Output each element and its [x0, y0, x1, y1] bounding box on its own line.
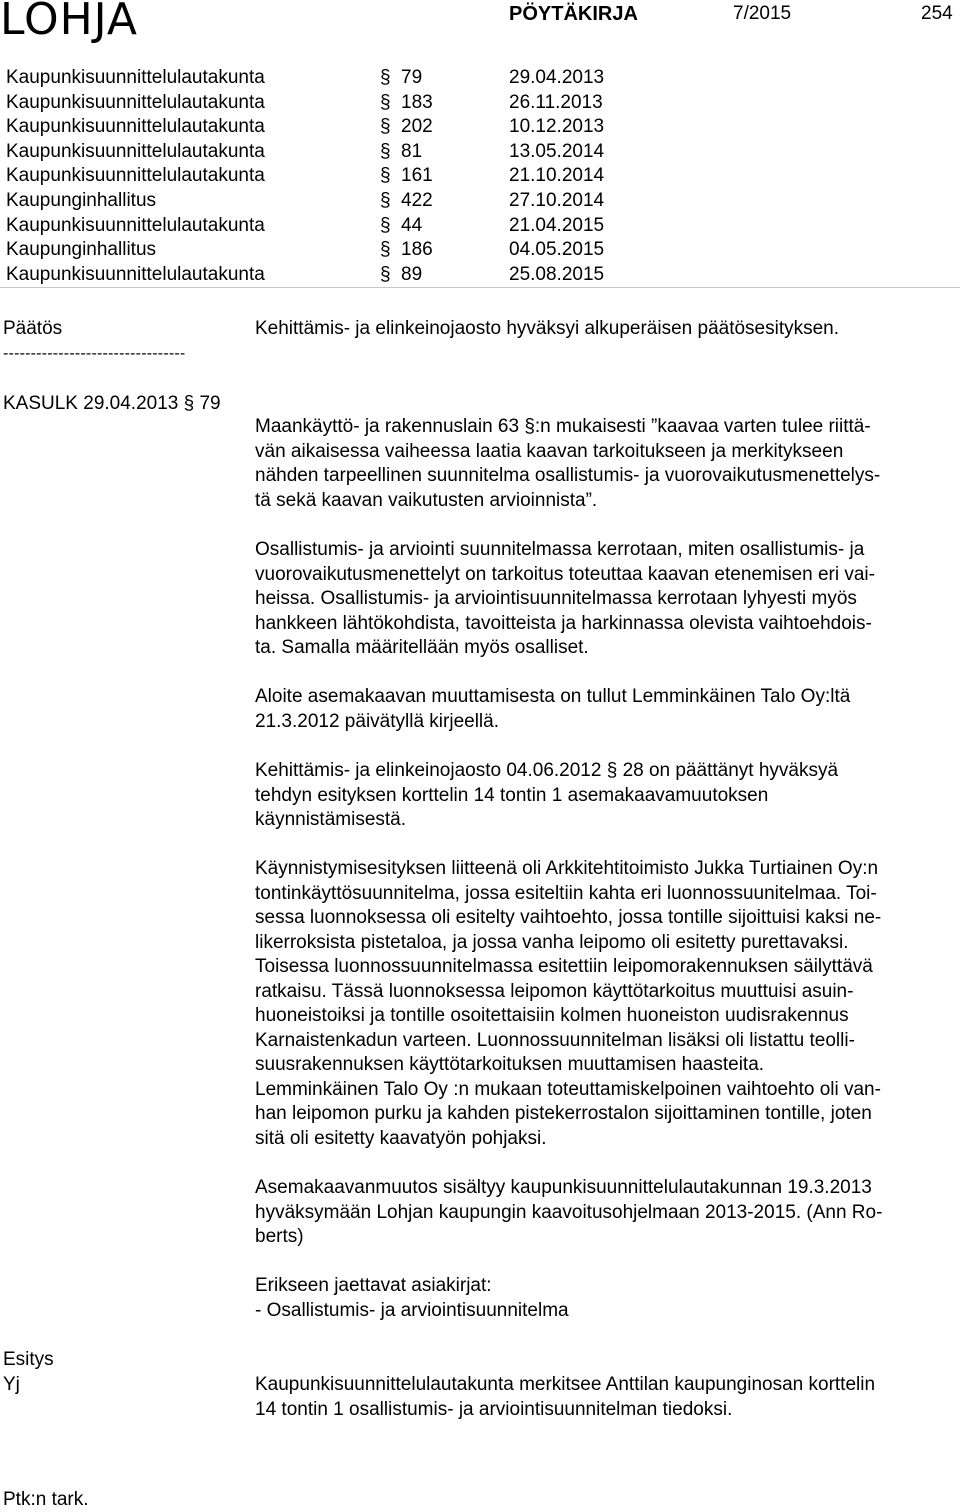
paragraph-line: huoneistoiksi ja tontille osoitettaisiin kolmen huoneiston uudisrakennus: [255, 1005, 849, 1026]
history-row: [6, 91, 960, 116]
paragraph-line: sitä oli esitetty kaavatyön pohjaksi.: [255, 1127, 547, 1149]
paragraph-line: Karnaistenkadun varteen. Luonnossuunnitelman lisäksi oli listattu teolli-: [255, 1029, 855, 1051]
paragraph-line: Käynnistymisesityksen liitteenä oli Arkkitehtitoimisto Jukka Turtiainen Oy:n: [255, 858, 879, 879]
paragraph-line: Asemakaavanmuutos sisältyy kaupunkisuunnittelulautakunnan 19.3.2013: [255, 1177, 872, 1198]
paragraph-line: tä sekä kaavan vaikutusten arvioinnista”.: [255, 489, 598, 511]
decision-separator: ---------------------------------: [3, 345, 186, 362]
paragraph: [255, 538, 960, 661]
handling-history: [6, 66, 960, 287]
paragraph-line: Erikseen jaettavat asiakirjat:: [255, 1275, 492, 1296]
history-row: [6, 214, 960, 239]
history-row: [6, 238, 960, 263]
history-row: [6, 115, 960, 140]
history-body: Kaupunginhallitus: [6, 189, 157, 211]
issue-number: 7/2015: [733, 3, 792, 24]
history-number: 183: [401, 91, 433, 113]
paragraph-line: nähden tarpeellinen suunnitelma osallistumis- ja vuorovaikutusmenettelys-: [255, 465, 881, 486]
history-body: Kaupunkisuunnittelulautakunta: [6, 67, 265, 88]
paragraph: [255, 759, 960, 833]
paragraph: [255, 415, 960, 513]
paragraph-line: ratkaisu. Tässä luonnoksessa leipomon käyttötarkoitus muuttuisi asuin-: [255, 980, 854, 1002]
paragraph: [255, 1274, 960, 1323]
history-body: Kaupunkisuunnittelulautakunta: [6, 116, 265, 138]
paragraph-line: heissa. Osallistumis- ja arviointisuunnitelmassa kerrotaan lyhyesti myös: [255, 588, 857, 609]
history-number: 44: [401, 214, 423, 236]
paragraph-line: Osallistumis- ja arviointi suunnitelmassa kerrotaan, miten osallistumis- ja: [255, 539, 865, 560]
page-number: 254: [921, 3, 953, 24]
lohja-logo: LOHJA: [0, 0, 138, 45]
history-date: 10.12.2013: [509, 116, 605, 138]
history-body: Kaupunkisuunnittelulautakunta: [6, 263, 265, 285]
paragraph-line: käynnistämisestä.: [255, 809, 407, 830]
paragraph-line: hyväksymään Lohjan kaupungin kaavoitusohjelmaan 2013-2015. (Ann Ro-: [255, 1201, 883, 1223]
esitys-line: Kaupunkisuunnittelulautakunta merkitsee Anttilan kaupunginosan korttelin: [255, 1374, 876, 1395]
paragraph-line: suusrakennuksen käyttötarkoituksen muuttamisen haasteita.: [255, 1054, 765, 1075]
history-number: 81: [401, 140, 423, 162]
history-number: 79: [401, 67, 423, 88]
paragraph-line: vän aikaisessa vaiheessa laatia kaavan tarkoitukseen ja merkitykseen: [255, 440, 844, 462]
document-type: PÖYTÄKIRJA: [509, 3, 638, 25]
paragraph-line: Kehittämis- ja elinkeinojaosto 04.06.2012 § 28 on päättänyt hyväksyä: [255, 760, 839, 781]
history-row: [6, 140, 960, 165]
paragraph-line: tontinkäyttösuunnitelma, jossa esiteltiin kahta eri luonnossuunitelmaa. Toi-: [255, 882, 877, 904]
paragraph-line: Lemminkäinen Talo Oy :n mukaan toteuttamiskelpoinen vaihtoehto oli van-: [255, 1078, 881, 1100]
history-date: 25.08.2015: [509, 263, 605, 285]
section-sign: §: [380, 140, 391, 162]
decision-text: Kehittämis- ja elinkeinojaosto hyväksyi alkuperäisen päätösesityksen.: [255, 318, 840, 339]
history-number: 202: [401, 116, 433, 138]
history-number: 89: [401, 263, 423, 285]
section-sign: §: [380, 116, 391, 138]
history-row: [6, 164, 960, 189]
divider: [0, 287, 960, 288]
paragraph: [255, 857, 960, 1151]
history-date: 13.05.2014: [509, 140, 605, 162]
paragraph: [255, 1176, 960, 1250]
esitys-sublabel: Yj: [3, 1374, 20, 1395]
history-row: [6, 263, 960, 288]
kasulk-heading: KASULK 29.04.2013 § 79: [3, 393, 221, 414]
history-number: 186: [401, 239, 433, 261]
history-number: 161: [401, 165, 433, 187]
esitys-line: 14 tontin 1 osallistumis- ja arviointisuunnitelman tiedoksi.: [255, 1398, 733, 1420]
history-date: 27.10.2014: [509, 189, 605, 211]
decision-label: Päätös: [3, 318, 63, 339]
paragraph-line: Aloite asemakaavan muuttamisesta on tullut Lemminkäinen Talo Oy:ltä: [255, 686, 851, 707]
paragraph-line: hankkeen lähtökohdista, tavoitteista ja harkinnassa olevista vaihtoehdois-: [255, 612, 872, 634]
history-body: Kaupunkisuunnittelulautakunta: [6, 165, 265, 187]
history-date: 21.10.2014: [509, 165, 605, 187]
footer-checker: Ptk:n tark.: [3, 1489, 89, 1510]
paragraph-line: vuorovaikutusmenettelyt on tarkoitus toteuttaa kaavan etenemisen eri vai-: [255, 563, 875, 585]
history-date: 26.11.2013: [509, 91, 603, 113]
paragraph-line: berts): [255, 1226, 304, 1247]
history-number: 422: [401, 189, 433, 211]
history-date: 29.04.2013: [509, 67, 605, 88]
paragraph-line: han leipomon purku ja kahden pistekerrostalon sijoittaminen tontille, joten: [255, 1103, 872, 1124]
history-body: Kaupunginhallitus: [6, 239, 157, 261]
paragraph-line: ta. Samalla määritellään myös osalliset.: [255, 637, 589, 658]
history-date: 04.05.2015: [509, 239, 605, 261]
paragraph: [255, 685, 960, 734]
history-body: Kaupunkisuunnittelulautakunta: [6, 91, 265, 113]
paragraph-line: sessa luonnoksessa oli esitelty vaihtoehto, jossa tontille sijoittuisi kaksi ne-: [255, 907, 882, 928]
section-sign: §: [380, 67, 391, 88]
history-body: Kaupunkisuunnittelulautakunta: [6, 140, 265, 162]
history-body: Kaupunkisuunnittelulautakunta: [6, 214, 265, 236]
paragraph-line: tehdyn esityksen korttelin 14 tontin 1 asemakaavamuutoksen: [255, 784, 769, 806]
paragraph-line: Maankäyttö- ja rakennuslain 63 §:n mukaisesti ”kaavaa varten tulee riittä-: [255, 416, 871, 437]
esitys-label: Esitys: [3, 1349, 54, 1370]
paragraph-line: - Osallistumis- ja arviointisuunnitelma: [255, 1299, 569, 1321]
history-row: [6, 189, 960, 214]
paragraph-line: Toisessa luonnossuunnitelmassa esitettiin leipomorakennuksen säilyttävä: [255, 956, 873, 977]
paragraph-line: likerroksista pistetaloa, ja jossa vanha leipomo oli esitetty purettavaksi.: [255, 931, 849, 953]
section-sign: §: [380, 263, 391, 285]
esitys-text: [255, 1373, 875, 1422]
paragraph-line: 21.3.2012 päivätyllä kirjeellä.: [255, 710, 499, 732]
section-sign: §: [380, 165, 391, 187]
section-sign: §: [380, 91, 391, 113]
section-sign: §: [380, 189, 391, 211]
history-row: [6, 66, 960, 91]
section-sign: §: [380, 239, 391, 261]
section-sign: §: [380, 214, 391, 236]
history-date: 21.04.2015: [509, 214, 605, 236]
